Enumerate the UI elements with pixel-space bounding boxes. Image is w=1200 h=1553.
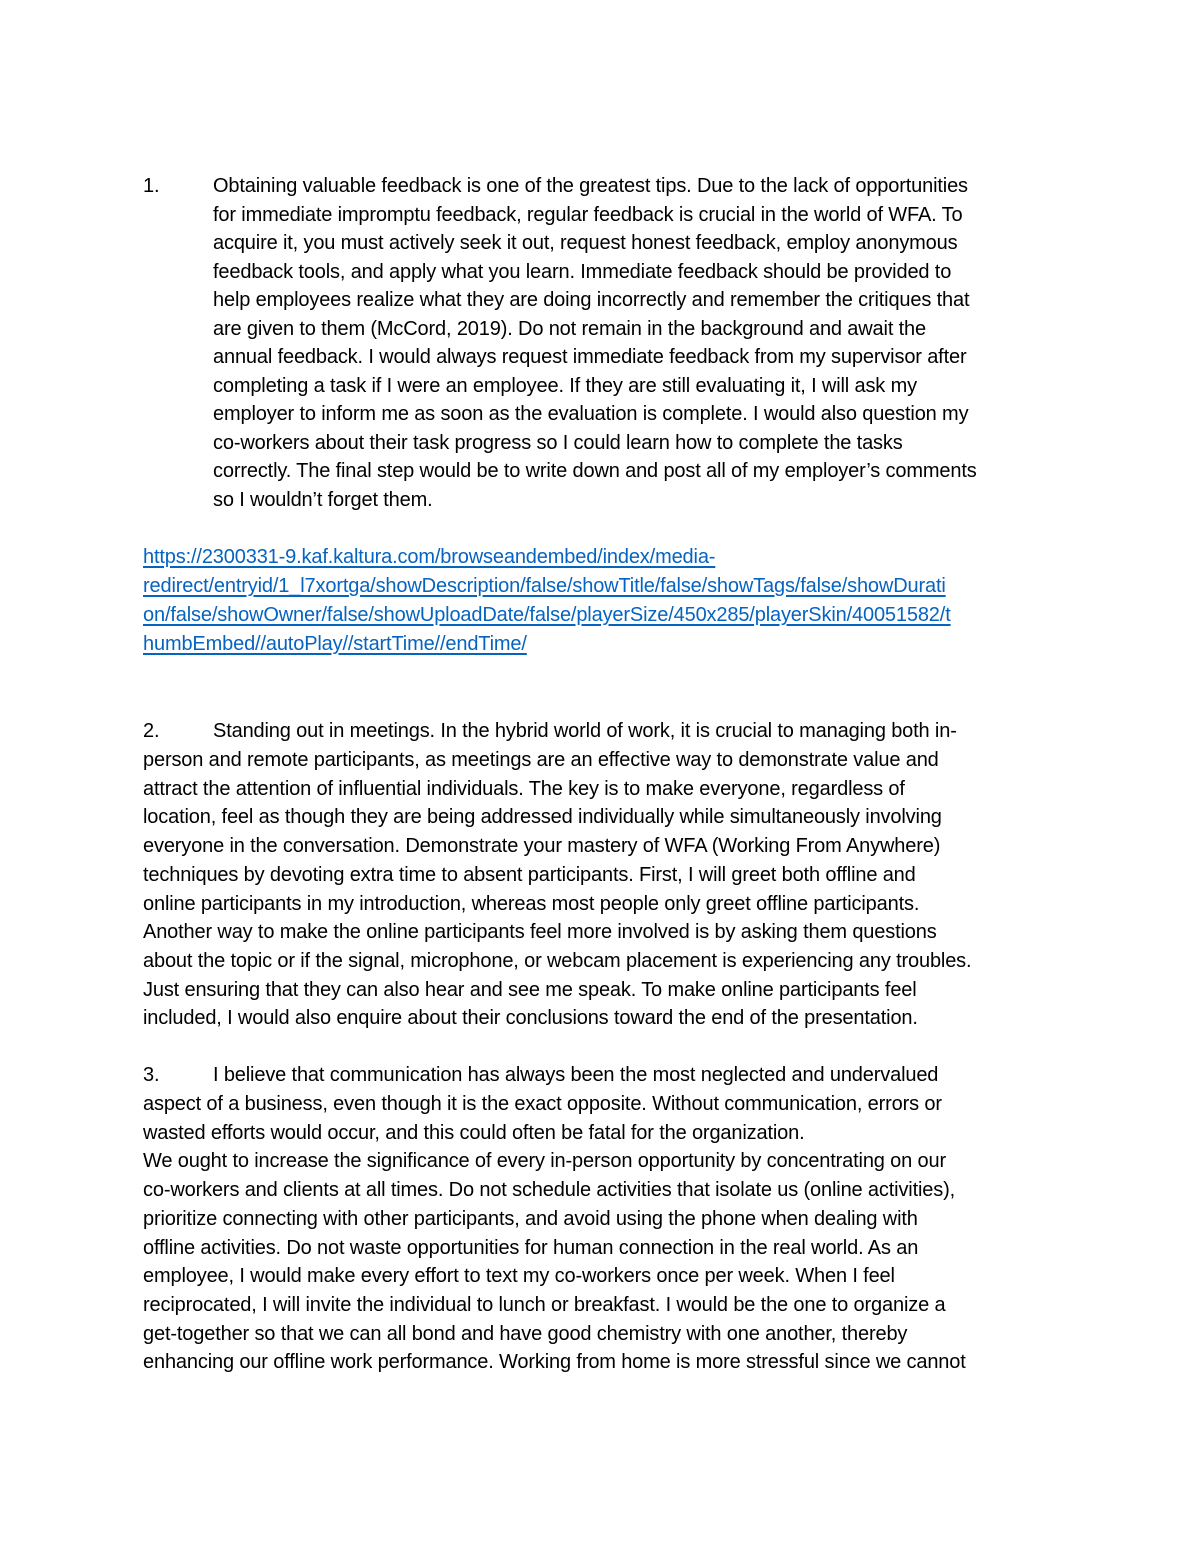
item-3-line: offline activities. Do not waste opportunities for human connection in the real world. As an — [143, 1236, 919, 1259]
item-3-line: co-workers and clients at all times. Do not schedule activities that isolate us (online activities), — [143, 1179, 956, 1202]
item-3-number: 3. — [143, 1064, 160, 1086]
item-1-line: correctly. The final step would be to write down and post all of my employer’s comments — [213, 460, 977, 482]
item-1-line: so I wouldn’t forget them. — [213, 488, 433, 511]
item-2-line: techniques by devoting extra time to absent participants. First, I will greet both offline and — [143, 863, 916, 886]
video-link-line[interactable]: https://2300331-9.kaf.kaltura.com/browseandembed/index/media- — [143, 546, 716, 568]
video-link[interactable] — [143, 543, 951, 659]
item-1-line: Obtaining valuable feedback is one of the greatest tips. Due to the lack of opportunities — [213, 175, 968, 197]
item-1-line: acquire it, you must actively seek it out, request honest feedback, employ anonymous — [213, 232, 958, 254]
item-1-line: employer to inform me as soon as the evaluation is complete. I would also question my — [213, 403, 969, 425]
item-3-line: get-together so that we can all bond and have good chemistry with one another, thereby — [143, 1322, 908, 1345]
item-1-line: completing a task if I were an employee. If they are still evaluating it, I will ask my — [213, 374, 917, 397]
item-3-line: employee, I would make every effort to text my co-workers once per week. When I feel — [143, 1265, 895, 1288]
item-1-line: for immediate impromptu feedback, regular feedback is crucial in the world of WFA. To — [213, 203, 963, 226]
item-2-line: included, I would also enquire about their conclusions toward the end of the presentation. — [143, 1007, 918, 1030]
item-2-line: person and remote participants, as meetings are an effective way to demonstrate value and — [143, 749, 939, 771]
item-3-line: We ought to increase the significance of every in-person opportunity by concentrating on our — [143, 1150, 946, 1173]
item-2-line: everyone in the conversation. Demonstrate your mastery of WFA (Working From Anywhere) — [143, 835, 941, 858]
item-1-line: help employees realize what they are doing incorrectly and remember the critiques that — [213, 289, 970, 311]
item-1-line: feedback tools, and apply what you learn. Immediate feedback should be provided to — [213, 260, 952, 283]
item-3-line: wasted efforts would occur, and this could often be fatal for the organization. — [143, 1121, 805, 1144]
item-2-line: about the topic or if the signal, microphone, or webcam placement is experiencing any troubles. — [143, 949, 972, 972]
item-2-line: location, feel as though they are being addressed individually while simultaneously involving — [143, 806, 942, 829]
item-2-line: Just ensuring that they can also hear and see me speak. To make online participants feel — [143, 978, 917, 1001]
item-3-first-line: I believe that communication has always been the most neglected and undervalued — [213, 1064, 939, 1086]
item-3-line: reciprocated, I will invite the individual to lunch or breakfast. I would be the one to organize a — [143, 1293, 946, 1316]
video-link-line[interactable]: humbEmbed//autoPlay//startTime//endTime/ — [143, 633, 527, 655]
item-1-number: 1. — [143, 175, 160, 197]
item-3-line: aspect of a business, even though it is the exact opposite. Without communication, errors or — [143, 1093, 942, 1115]
item-2-line: Another way to make the online participants feel more involved is by asking them questions — [143, 921, 937, 944]
item-3-line: prioritize connecting with other participants, and avoid using the phone when dealing with — [143, 1207, 918, 1230]
video-link-line[interactable]: on/false/showOwner/false/showUploadDate/false/playerSize/450x285/playerSkin/40051582/t — [143, 604, 951, 626]
item-2-first-line: Standing out in meetings. In the hybrid world of work, it is crucial to managing both in- — [213, 720, 957, 742]
item-2-number: 2. — [143, 720, 160, 742]
video-link-line[interactable]: redirect/entryid/1_l7xortga/showDescription/false/showTitle/false/showTags/false/showDurati — [143, 575, 946, 597]
item-1-line: annual feedback. I would always request immediate feedback from my supervisor after — [213, 346, 967, 368]
item-2-line: online participants in my introduction, whereas most people only greet offline participants. — [143, 892, 920, 915]
item-1-line: are given to them (McCord, 2019). Do not remain in the background and await the — [213, 317, 926, 340]
item-3-line: enhancing our offline work performance. Working from home is more stressful since we cannot — [143, 1351, 966, 1374]
item-2-line: attract the attention of influential individuals. The key is to make everyone, regardless of — [143, 777, 905, 800]
item-1-line: co-workers about their task progress so I could learn how to complete the tasks — [213, 431, 903, 454]
